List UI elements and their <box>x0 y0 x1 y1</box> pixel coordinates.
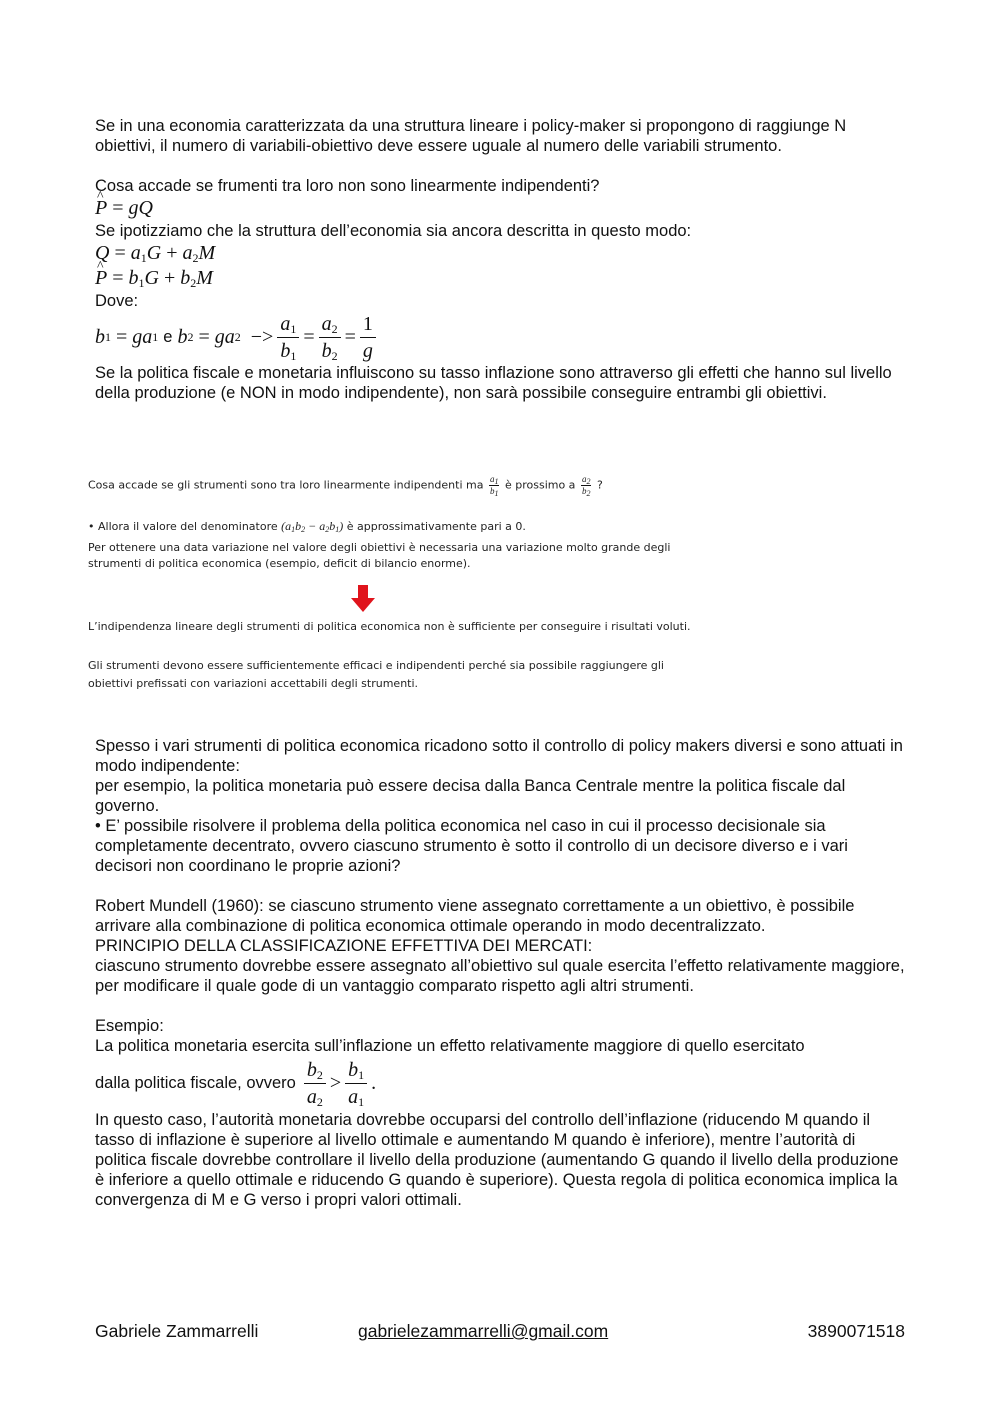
body-paragraph-example: per esempio, la politica monetaria può essere decisa dalla Banca Centrale mentre la politica fiscale dal governo. <box>95 777 846 815</box>
inequality-b2a2-b1a1: $\frac{b_2}{a_2}$ > $\frac{b_1}{a_1}$ . <box>300 1059 376 1108</box>
conjunction-text: e <box>163 327 173 346</box>
down-arrow-icon <box>351 585 375 613</box>
equation-ratio: b 1 = ga 1 e b 2 = ga 2 −> $\frac{a_1}{b_1}$ = $\frac{a_2}{b_2}$ = $\frac{1}{g}$ <box>95 311 905 363</box>
slide-question: Cosa accade se gli strumenti sono tra loro linearmente indipendenti ma $\frac{a_1}{b_1}$ è prossimo a $\frac{a_2}{b_2}$ ? <box>88 474 603 498</box>
body-inequality-line: dalla politica fiscale, ovvero $\frac{b_2}{a_2}$ > $\frac{b_1}{a_1}$ . <box>95 1058 377 1109</box>
slide-bullet: • Allora il valore del denominatore $(a_1b_2 - a_2b_1)$ è approssimativamente pari a 0. <box>88 519 526 534</box>
conclusion-paragraph: Se la politica fiscale e monetaria influiscono su tasso inflazione sono attraverso gli effetti che hanno sul livello della produzione (e NON in modo indipendente), non sarà possibile conseguire entrambi gli obiettivi. <box>95 364 892 402</box>
slide-line-efficacy-2: obiettivi prefissati con variazioni accettabili degli strumenti. <box>88 677 419 690</box>
body-paragraph-mundell: Robert Mundell (1960): se ciascuno strumento viene assegnato correttamente a un obiettivo, è possibile arrivare alla combinazione di politica economica ottimale operando in modo decentralizzato. <box>95 897 855 935</box>
slide-line-independence: L’indipendenza lineare degli strumenti di politica economica non è sufficiente per conseguire i risultati voluti. <box>88 620 691 633</box>
slide-line-efficacy-1: Gli strumenti devono essere sufficientemente efficaci e indipendenti perché sia possibile raggiungere gli <box>88 659 664 672</box>
dove-label: Dove: <box>95 292 139 310</box>
body-paragraph-rule: In questo caso, l’autorità monetaria dovrebbe occuparsi del controllo dell’inflazione (riducendo M quando il tasso di inflazione è superiore al livello ottimale e aumentando M quando è inferiore), mentre l’autorità di politica fiscale dovrebbe controllare il livello della produzione (aumentando G quando il livello della produzione è inferiore a quello ottimale e riducendo G quando è superiore). Questa regola di politica economica implica la convergenza di M e G verso i propri valori ottimali. <box>95 1111 899 1209</box>
intro-question: Cosa accade se frumenti tra loro non sono linearmente indipendenti? <box>95 177 600 195</box>
structure-sentence: Se ipotizziamo che la struttura dell’economia sia ancora descritta in questo modo: <box>95 222 692 240</box>
implies-arrow: −> <box>250 325 274 348</box>
body-paragraph-decentralized: • E’ possibile risolvere il problema della politica economica nel caso in cui il processo decisionale sia completamente decentrato, ovvero ciascuno strumento è sotto il controllo di un decisore diverso e i vari decisori non coordinano le proprie azioni? <box>95 817 848 875</box>
author-name: Gabriele Zammarrelli <box>95 1321 259 1341</box>
phone-number: 3890071518 <box>807 1321 905 1341</box>
body-example-text: La politica monetaria esercita sull’inflazione un effetto relativamente maggiore di quello esercitato <box>95 1037 805 1055</box>
body-principle-heading: PRINCIPIO DELLA CLASSIFICAZIONE EFFETTIVA DEI MERCATI: <box>95 937 593 955</box>
intro-section <box>95 116 905 403</box>
page-footer <box>95 1321 905 1345</box>
email-link[interactable]: gabrielezammarrelli@gmail.com <box>358 1321 609 1341</box>
equation-p-gq: ^ P = gQ <box>95 196 905 221</box>
body-example-label: Esempio: <box>95 1017 164 1035</box>
intro-paragraph: Se in una economia caratterizzata da una struttura lineare i policy-maker si propongono di raggiunge N obiettivi, il numero di variabili-obiettivo deve essere uguale al numero delle variabili strumento. <box>95 117 847 155</box>
body-principle-text: ciascuno strumento dovrebbe essere assegnato all’obiettivo sul quale esercita l’effetto relativamente maggiore, per modificare il quale gode di un vantaggio comparato rispetto agli altri strumenti. <box>95 957 905 995</box>
slide-line-variation-2: strumenti di politica economica (esempio, deficit di bilancio enorme). <box>88 557 471 570</box>
slide-line-variation-1: Per ottenere una data variazione nel valore degli obiettivi è necessaria una variazione molto grande degli <box>88 541 671 554</box>
body-section <box>95 736 905 1210</box>
equation-q: $Q = a_1G + a_2M$ <box>95 242 216 265</box>
body-paragraph-policymakers: Spesso i vari strumenti di politica economica ricadono sotto il controllo di policy makers diversi e sono attuati in modo indipendente: <box>95 737 903 775</box>
equation-p-structure: ^ $P = b_1G + b_2M$ <box>95 266 905 291</box>
